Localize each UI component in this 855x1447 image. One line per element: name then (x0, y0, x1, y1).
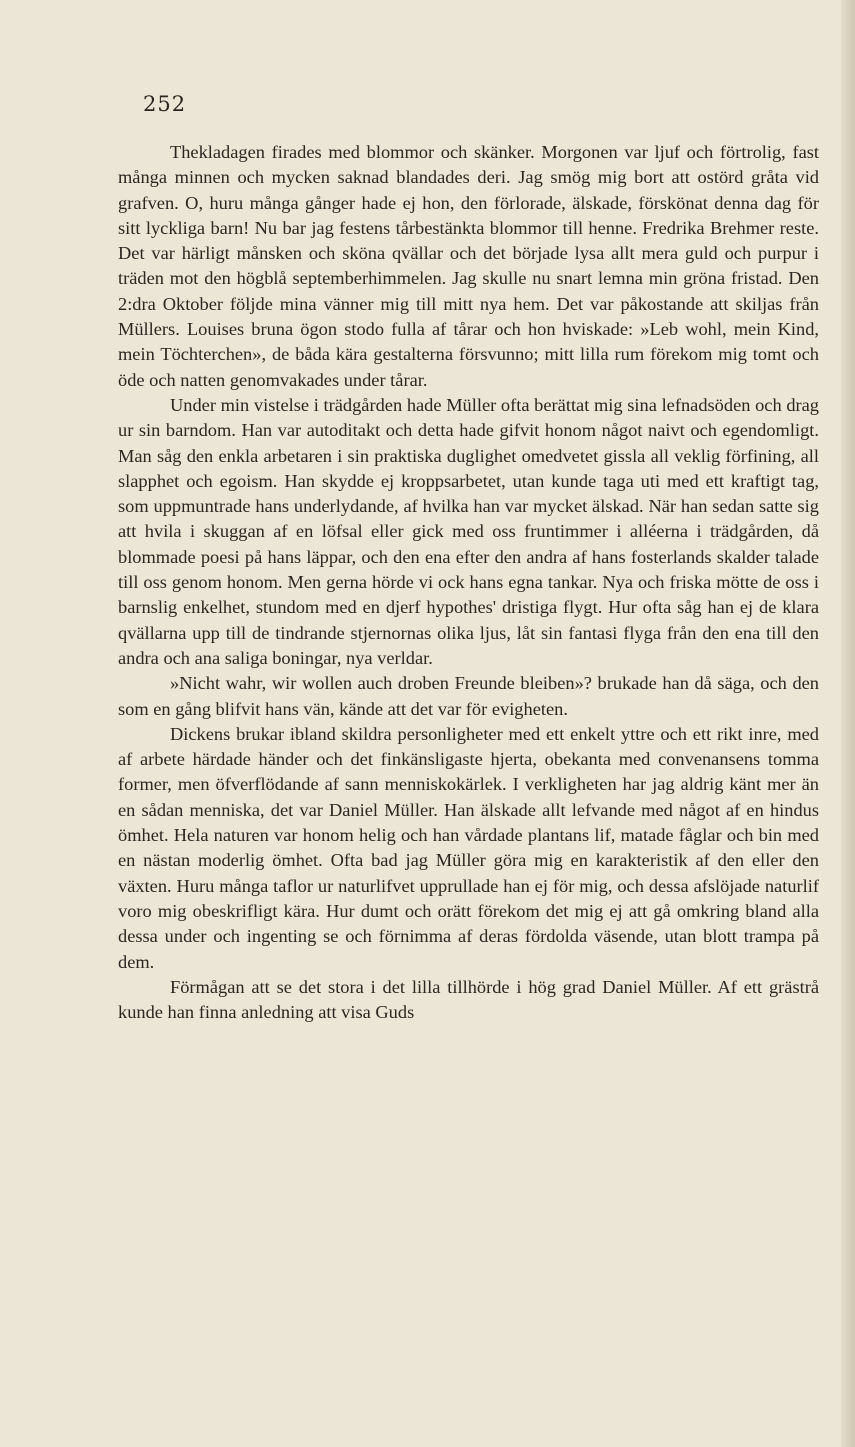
paragraph: Under min vistelse i trädgården hade Müller ofta berättat mig sina lefnadsöden och drag ur sin barndom. Han var autoditakt och detta hade gifvit honom något naivt och egendomligt. Man såg den enkla arbetaren i sin praktiska duglighet omedvetet gissla all veklig förfining, all slapphet och egoism. Han skydde ej kroppsarbetet, utan kunde taga uti med ett kraftigt tag, som uppmuntrade hans underlydande, af hvilka han var mycket älskad. När han sedan satte sig att hvila i skuggan af en löfsal eller gick med oss fruntimmer i alléerna i trädgården, då blommade poesi på hans läppar, och den ena efter den andra af hans fosterlands skalder talade till oss genom honom. Men gerna hörde vi ock hans egna tankar. Nya och friska mötte de oss i barnslig enkelhet, stundom med en djerf hypothes' dristiga flygt. Hur ofta såg han ej de klara qvällarna upp till de tindrande stjernornas olika ljus, låt sin fantasi flyga från den ena till den andra och ana saliga boningar, nya verldar. (118, 394, 819, 668)
paragraph: Thekladagen firades med blommor och skänker. Morgonen var ljuf och förtrolig, fast många minnen och mycken saknad blandades deri. Jag smög mig bort att ostörd gråta vid grafven. O, huru många gånger hade ej hon, den förlorade, älskade, förskönat denna dag för sitt lyckliga barn! Nu bar jag festens tårbestänkta blommor till henne. Fredrika Brehmer reste. Det var härligt månsken och sköna qvällar och det började lysa allt mera guld och purpur i träden mot den högblå septemberhimmelen. Jag skulle nu snart lemna min gröna fristad. Den 2:dra Oktober följde mina vänner mig till mitt nya hem. Det var påkostande att skiljas från Müllers. Louises bruna ögon stodo fulla af tårar och hon hviskade: »Leb wohl, mein Kind, mein Töchterchen», de båda kära gestalterna försvunno; mitt lilla rum förekom mig tomt och öde och natten genomvakades under tårar. (118, 142, 819, 390)
paragraph: Förmågan att se det stora i det lilla tillhörde i hög grad Daniel Müller. Af ett grästrå kunde han finna anledning att visa Guds (118, 976, 819, 1023)
page-number: 252 (143, 92, 187, 116)
paragraph: Dickens brukar ibland skildra personligheter med ett enkelt yttre och ett rikt inre, med af arbete härdade händer och det finkänsligaste hjerta, obekanta med convenansens tomma former, men öfverflödande af sann menniskokärlek. I verkligheten har jag aldrig känt mer än en sådan menniska, det var Daniel Müller. Han älskade allt lefvande med något af en hindus ömhet. Hela naturen var honom helig och han vårdade plantans lif, matade fåglar och bin med en nästan moderlig ömhet. Ofta bad jag Müller göra mig en karakteristik af den eller den växten. Huru många taflor ur naturlifvet upprullade han ej för mig, och dessa afslöjade naturlif voro mig obeskrifligt kära. Hur dumt och orätt förekom det mig ej att gå omkring bland alla dessa under och ingenting se och förnimma af deras fördolda väsende, utan blott trampa på dem. (118, 723, 819, 972)
page-edge (841, 0, 855, 1447)
body-text (118, 140, 819, 1025)
paragraph: »Nicht wahr, wir wollen auch droben Freunde bleiben»? brukade han då säga, och den som en gång blifvit hans vän, kände att det var för evigheten. (118, 673, 819, 719)
